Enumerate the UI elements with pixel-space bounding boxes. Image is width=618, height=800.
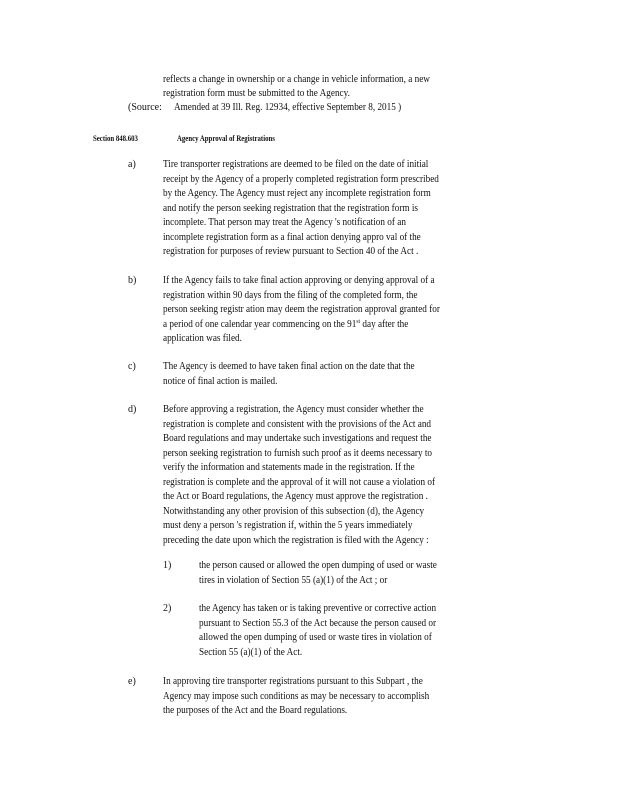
paragraph-d-line: verify the information and statements made in the registration. If the xyxy=(163,462,415,473)
item-2-label: 2) xyxy=(163,603,172,614)
paragraph-a-line: incomplete. That person may treat the Agency 's notification of an xyxy=(163,217,406,228)
paragraph-e-line: Agency may impose such conditions as may be necessary to accomplish xyxy=(163,690,430,702)
intro-line: reflects a change in ownership or a change in vehicle information, a new xyxy=(163,74,430,85)
paragraph-b-label: b) xyxy=(128,275,137,286)
item-2-line: the Agency has taken or is taking preventive or corrective action xyxy=(199,603,437,614)
paragraph-b-line: person seeking registr ation may deem the registration approval granted for xyxy=(163,304,440,315)
ordinal-suffix: st xyxy=(356,318,361,325)
section-title: Agency Approval of Registrations xyxy=(177,133,275,143)
paragraph-b-line: If the Agency fails to take final action approving or denying approval of a xyxy=(163,275,435,286)
paragraph-b-line xyxy=(163,318,408,333)
paragraph-b-line-text: day after the xyxy=(360,318,409,330)
section-number: Section 848.603 xyxy=(93,133,138,143)
paragraph-c-label: c) xyxy=(128,361,136,372)
paragraph-b-line: registration within 90 days from the filing of the completed form, the xyxy=(163,289,418,301)
item-2-line: Section 55 (a)(1) of the Act. xyxy=(199,646,303,658)
item-1-label: 1) xyxy=(163,560,172,571)
item-2-line: allowed the open dumping of used or waste tires in violation of xyxy=(199,632,432,643)
paragraph-e-label: e) xyxy=(128,676,136,687)
paragraph-a-line: registration for purposes of review pursuant to Section 40 of the Act . xyxy=(163,246,419,257)
paragraph-a-line: receipt by the Agency of a properly completed registration form prescribed xyxy=(163,173,439,185)
paragraph-d-line: registration is complete and the approval of it will not cause a violation of xyxy=(163,476,436,488)
paragraph-e-line: the purposes of the Act and the Board regulations. xyxy=(163,705,348,716)
source-text: Amended at 39 Ill. Reg. 12934, effective September 8, 2015 ) xyxy=(174,102,402,113)
item-2-line: pursuant to Section 55.3 of the Act because the person caused or xyxy=(199,617,437,629)
paragraph-b-line-text: a period of one calendar year commencing on the 91 xyxy=(163,318,357,330)
intro-line: registration form must be submitted to the Agency. xyxy=(163,88,350,99)
paragraph-c-line: The Agency is deemed to have taken final action on the date that the xyxy=(163,361,415,372)
paragraph-a-line: incomplete registration form as a final action denying appro val of the xyxy=(163,231,421,243)
paragraph-b-line: application was filed. xyxy=(163,333,242,344)
paragraph-d-label: d) xyxy=(128,404,137,415)
paragraph-e-line: In approving tire transporter registrations pursuant to this Subpart , the xyxy=(163,676,423,687)
paragraph-d-line: the Act or Board regulations, the Agency must approve the registration . xyxy=(163,491,428,502)
paragraph-d-line: Before approving a registration, the Agency must consider whether the xyxy=(163,404,424,415)
paragraph-a-line: by the Agency. The Agency must reject any incomplete registration form xyxy=(163,188,431,199)
paragraph-c-line: notice of final action is mailed. xyxy=(163,375,278,387)
item-1-line: the person caused or allowed the open dumping of used or waste xyxy=(199,560,437,571)
source-label: (Source: xyxy=(128,102,162,113)
paragraph-d-line: preceding the date upon which the registration is filed with the Agency : xyxy=(163,534,429,546)
paragraph-a-line: Tire transporter registrations are deemed to be filed on the date of initial xyxy=(163,159,429,170)
paragraph-d-line: person seeking registration to furnish such proof as it deems necessary to xyxy=(163,447,433,459)
paragraph-d-line: registration is complete and consistent with the provisions of the Act and xyxy=(163,418,432,430)
paragraph-d-line: Notwithstanding any other provision of this subsection (d), the Agency xyxy=(163,505,425,517)
paragraph-d-line: must deny a person 's registration if, within the 5 years immediately xyxy=(163,520,413,531)
paragraph-d-line: Board regulations and may undertake such investigations and request the xyxy=(163,433,432,444)
paragraph-a-line: and notify the person seeking registration that the registration form is xyxy=(163,202,418,214)
item-1-line: tires in violation of Section 55 (a)(1) of the Act ; or xyxy=(199,574,388,586)
paragraph-a-label: a) xyxy=(128,159,136,170)
